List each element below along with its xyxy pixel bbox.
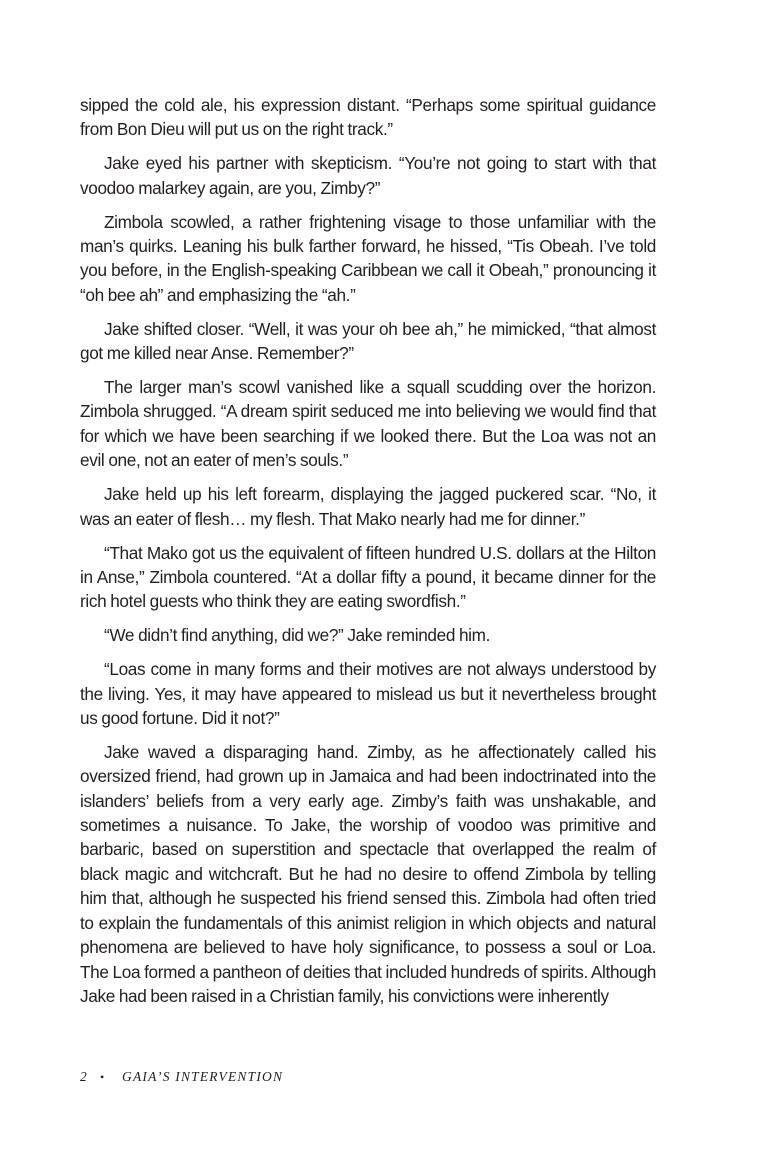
paragraph: Jake eyed his partner with skepticism. “You’re not going to start with that voodoo malarkey again, are you, Zimby?” [80, 153, 656, 198]
paragraph: “We didn’t find anything, did we?” Jake reminded him. [104, 625, 491, 646]
paragraph: “Loas come in many forms and their motives are not always understood by the living. Yes, it may have appeared to mislead us but it nevertheless brought us good fortune. Did it not?” [80, 659, 656, 728]
paragraph: Zimbola scowled, a rather frightening visage to those unfamiliar with the man’s quirks. Leaning his bulk farther forward, he hissed, “Tis Obeah. I’ve told you before, in the English-speaking Caribbean we call it Obeah,” pronouncing it “oh bee ah” and emphasizing the “ah.” [80, 211, 656, 305]
paragraph: Jake held up his left forearm, displaying the jagged puckered scar. “No, it was an eater of flesh… my flesh. That Mako nearly had me for dinner.” [80, 484, 656, 529]
paragraph: Jake waved a disparaging hand. Zimby, as he affectionately called his oversized friend, had grown up in Jamaica and had been indoctrinated into the islanders’ beliefs from a very early age. Zimby’s faith was unshakable, and sometimes a nuisance. To Jake, the worship of voodoo was primitive and barbaric, based on superstition and spectacle that overlapped the realm of black magic and witchcraft. But he had no desire to offend Zimbola by telling him that, although he suspected his friend sensed this. Zimbola had often tried to explain the fundamentals of this animist religion in which objects and natural phenomena are believed to have holy significance, to possess a soul or Loa. The Loa formed a pantheon of deities that included hundreds of spirits. Although Jake had been raised in a Christian family, his convictions were inherently [80, 741, 656, 1006]
page-number: 2 [80, 1069, 87, 1084]
paragraph: sipped the cold ale, his expression distant. “Perhaps some spiritual guidance from Bon Dieu will put us on the right track.” [80, 95, 656, 140]
page-footer [80, 1069, 283, 1085]
paragraph: “That Mako got us the equivalent of fifteen hundred U.S. dollars at the Hilton in Anse,” Zimbola countered. “At a dollar fifty a pound, it became dinner for the rich hotel guests who think they are eating swordfish.” [80, 542, 656, 612]
paragraph: Jake shifted closer. “Well, it was your oh bee ah,” he mimicked, “that almost got me killed near Anse. Remember?” [80, 318, 656, 364]
paragraph: The larger man’s scowl vanished like a squall scudding over the horizon. Zimbola shrugged. “A dream spirit seduced me into believing we would find that for which we have been searching if we looked there. But the Loa was not an evil one, not an eater of men’s souls.” [80, 377, 656, 471]
bullet-separator-icon: • [100, 1069, 105, 1084]
page-body [80, 93, 656, 1018]
running-title: GAIA’S INTERVENTION [122, 1069, 284, 1084]
